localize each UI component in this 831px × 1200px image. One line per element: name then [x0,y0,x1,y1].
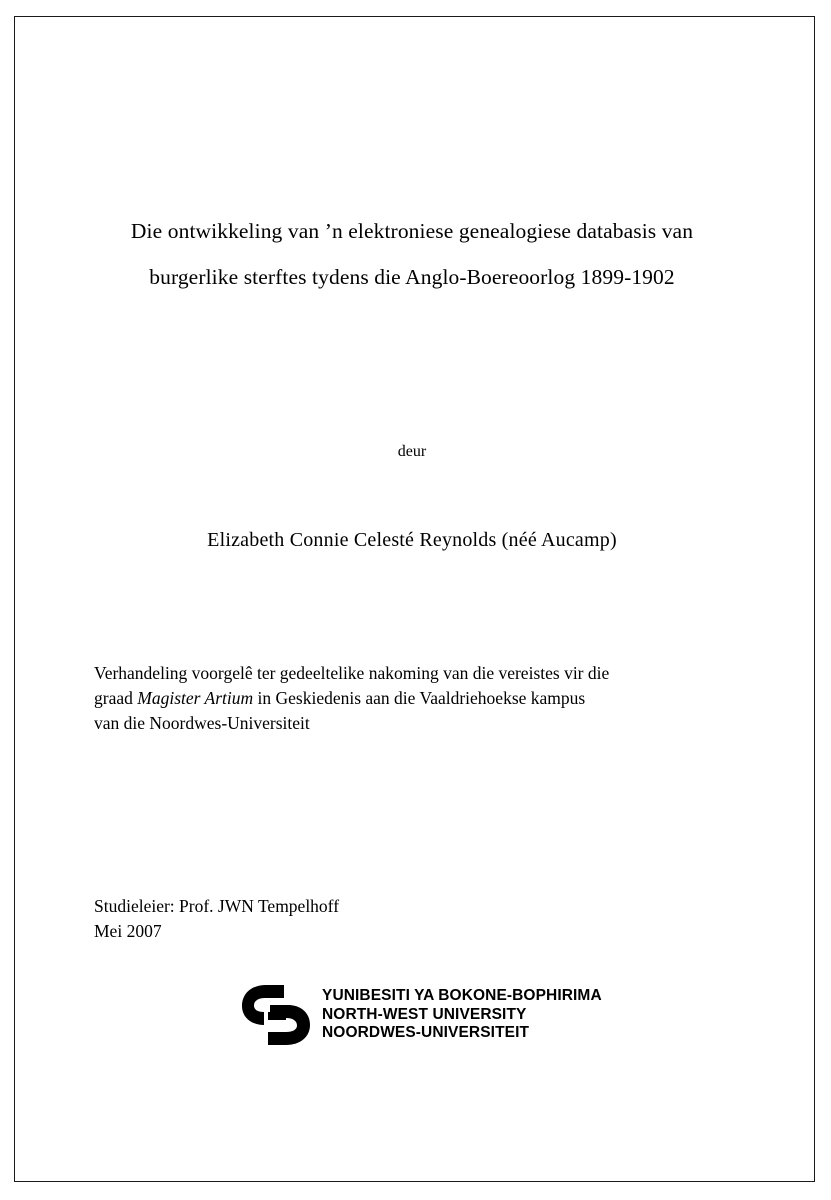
degree-statement-line-2-pre: graad [94,688,138,708]
degree-statement-line-2 [94,686,722,711]
logo-text-block [322,987,602,1043]
title-line-1: Die ontwikkeling van ’n elektroniese genealogiese databasis van [130,219,694,243]
nwu-logo-mark-icon [240,981,314,1049]
date-line: Mei 2007 [94,921,162,941]
page-title [92,208,732,300]
degree-statement-line-3: van die Noordwes-Universiteit [94,713,310,733]
degree-statement-line-1: Verhandeling voorgelê ter gedeeltelike nakoming van die vereistes vir die [94,663,610,683]
logo-text-line-2: NORTH-WEST UNIVERSITY [322,1005,527,1023]
logo-text-line-3: NOORDWES-UNIVERSITEIT [322,1024,530,1042]
supervisor-block [94,894,594,944]
degree-statement-line-2-post: in Geskiedenis aan die Vaaldriehoekse kampus [253,688,586,708]
logo-text-line-1: YUNIBESITI YA BOKONE-BOPHIRIMA [322,987,602,1005]
degree-statement [94,661,722,736]
title-page-content [92,16,732,1182]
degree-name: Magister Artium [137,688,254,708]
title-line-2: burgerlike sterftes tydens die Anglo-Boereoorlog 1899-1902 [149,265,675,289]
supervisor-line: Studieleier: Prof. JWN Tempelhoff [94,896,340,916]
author-name: Elizabeth Connie Celesté Reynolds (néé Aucamp) [207,529,617,551]
university-logo [240,976,660,1054]
by-label: deur [397,443,427,460]
